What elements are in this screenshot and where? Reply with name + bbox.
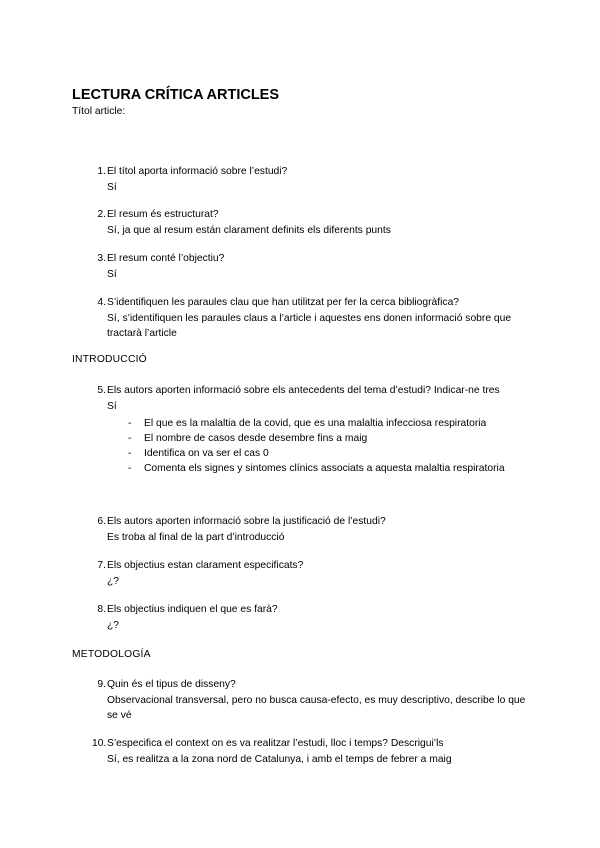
question-number: 2. xyxy=(97,209,106,220)
question-text: Els autors aporten informació sobre els antecedents del tema d’estudi? Indicar-ne tres xyxy=(107,385,500,396)
question-answer: ¿? xyxy=(107,575,120,587)
question-5 xyxy=(92,383,530,476)
question-2 xyxy=(92,207,530,238)
question-8 xyxy=(92,602,530,633)
question-answer: Sí, s’identifiquen les paraules claus a l’article i aquestes ens donen informació sobre que tractarà l’article xyxy=(107,312,512,339)
question-text: El títol aporta informació sobre l’estudi? xyxy=(107,166,288,177)
question-answer: Sí xyxy=(107,268,117,280)
question-number: 10. xyxy=(92,738,107,749)
question-answer: Sí xyxy=(107,400,117,412)
question-number: 1. xyxy=(97,166,106,177)
list-item: - Comenta els signes y sintomes clínics associats a aquesta malaltia respiratoria xyxy=(128,461,530,476)
question-answer: ¿? xyxy=(107,619,120,631)
antecedents-list xyxy=(107,416,530,476)
question-number: 8. xyxy=(97,604,106,615)
question-10 xyxy=(92,736,530,767)
section-heading-introduccio: INTRODUCCIÓ xyxy=(72,354,147,365)
article-title-label: Títol article: xyxy=(72,106,126,117)
list-item: - El nombre de casos desde desembre fins a maig xyxy=(128,431,530,446)
question-7 xyxy=(92,558,530,589)
question-number: 3. xyxy=(97,253,106,264)
question-1 xyxy=(92,164,530,195)
question-6 xyxy=(92,514,530,545)
question-number: 4. xyxy=(97,297,106,308)
list-item: - Identifica on va ser el cas 0 xyxy=(128,446,530,461)
question-answer: Sí, es realitza a la zona nord de Catalunya, i amb el temps de febrer a maig xyxy=(107,753,452,765)
list-item: - El que es la malaltia de la covid, que es una malaltia infecciosa respiratoria xyxy=(128,416,530,431)
question-answer: Sí xyxy=(107,181,117,193)
question-9 xyxy=(92,677,530,724)
question-text: Els objectius estan clarament especificats? xyxy=(107,560,304,571)
question-text: El resum conté l’objectiu? xyxy=(107,253,225,264)
question-text: El resum és estructurat? xyxy=(107,209,219,220)
section-heading-metodologia: METODOLOGÍA xyxy=(72,649,151,660)
question-answer: Sí, ja que al resum están clarament definits els diferents punts xyxy=(107,224,391,236)
question-text: Els objectius indiquen el que es farà? xyxy=(107,604,278,615)
question-3 xyxy=(92,251,530,282)
question-answer: Observacional transversal, pero no busca causa-efecto, es muy descriptivo, describe lo que se vé xyxy=(107,694,526,721)
question-number: 9. xyxy=(97,679,106,690)
question-text: S’especifica el context on es va realitzar l’estudi, lloc i temps? Descrigui’ls xyxy=(107,738,444,749)
question-text: S’identifiquen les paraules clau que han utilitzat per fer la cerca bibliogràfica? xyxy=(107,297,460,308)
question-text: Els autors aporten informació sobre la justificació de l’estudi? xyxy=(107,516,386,527)
question-number: 5. xyxy=(97,385,106,396)
question-answer: Es troba al final de la part d’introducció xyxy=(107,531,285,543)
document-title: LECTURA CRÍTICA ARTICLES xyxy=(72,87,280,103)
question-4 xyxy=(92,295,530,342)
question-text: Quin és el tipus de disseny? xyxy=(107,679,236,690)
question-number: 7. xyxy=(97,560,106,571)
question-number: 6. xyxy=(97,516,106,527)
